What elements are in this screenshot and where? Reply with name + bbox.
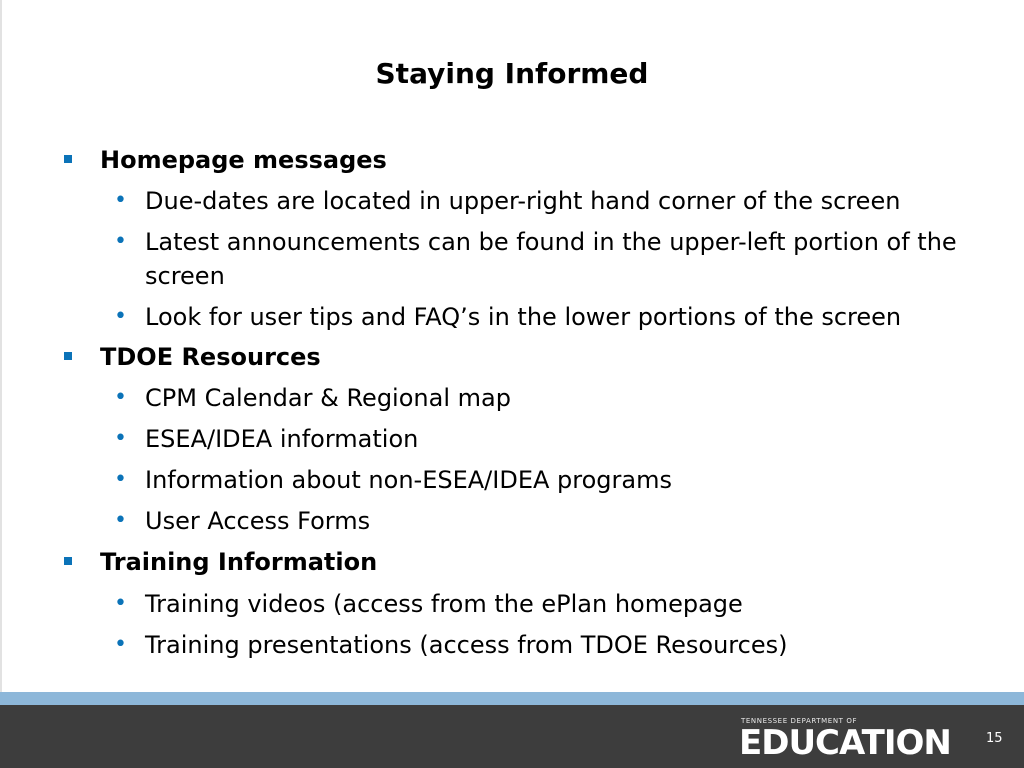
- dot-bullet-icon: •: [114, 426, 127, 451]
- dot-bullet-icon: •: [114, 467, 127, 492]
- list-item: Information about non-ESEA/IDEA programs: [145, 466, 672, 494]
- dot-bullet-icon: •: [114, 188, 127, 213]
- section-heading: Homepage messages: [100, 146, 387, 174]
- list-item: Training videos (access from the ePlan homepage: [145, 590, 743, 618]
- dot-bullet-icon: •: [114, 385, 127, 410]
- list-item: Training presentations (access from TDOE Resources): [145, 631, 788, 659]
- dot-bullet-icon: •: [114, 508, 127, 533]
- square-bullet-icon: [64, 155, 72, 163]
- dot-bullet-icon: •: [114, 591, 127, 616]
- page-number: 15: [986, 731, 1003, 746]
- education-logo: EDUCATION: [739, 723, 951, 763]
- section-heading: Training Information: [100, 548, 378, 576]
- list-item: User Access Forms: [145, 507, 371, 535]
- slide-title: Staying Informed: [375, 57, 649, 90]
- square-bullet-icon: [64, 352, 72, 360]
- list-item: Look for user tips and FAQ’s in the lower portions of the screen: [145, 303, 902, 331]
- dot-bullet-icon: •: [114, 304, 127, 329]
- list-item: CPM Calendar & Regional map: [145, 384, 511, 412]
- logo-subtitle: TENNESSEE DEPARTMENT OF: [741, 717, 858, 725]
- list-item: ESEA/IDEA information: [145, 425, 419, 453]
- dot-bullet-icon: •: [114, 632, 127, 657]
- square-bullet-icon: [64, 557, 72, 565]
- footer-accent-band: [0, 692, 1024, 705]
- list-item: Latest announcements can be found in the upper-left portion of the screen: [145, 228, 957, 290]
- dot-bullet-icon: •: [114, 229, 127, 254]
- list-item: Due-dates are located in upper-right hand corner of the screen: [145, 187, 901, 215]
- section-heading: TDOE Resources: [100, 343, 321, 371]
